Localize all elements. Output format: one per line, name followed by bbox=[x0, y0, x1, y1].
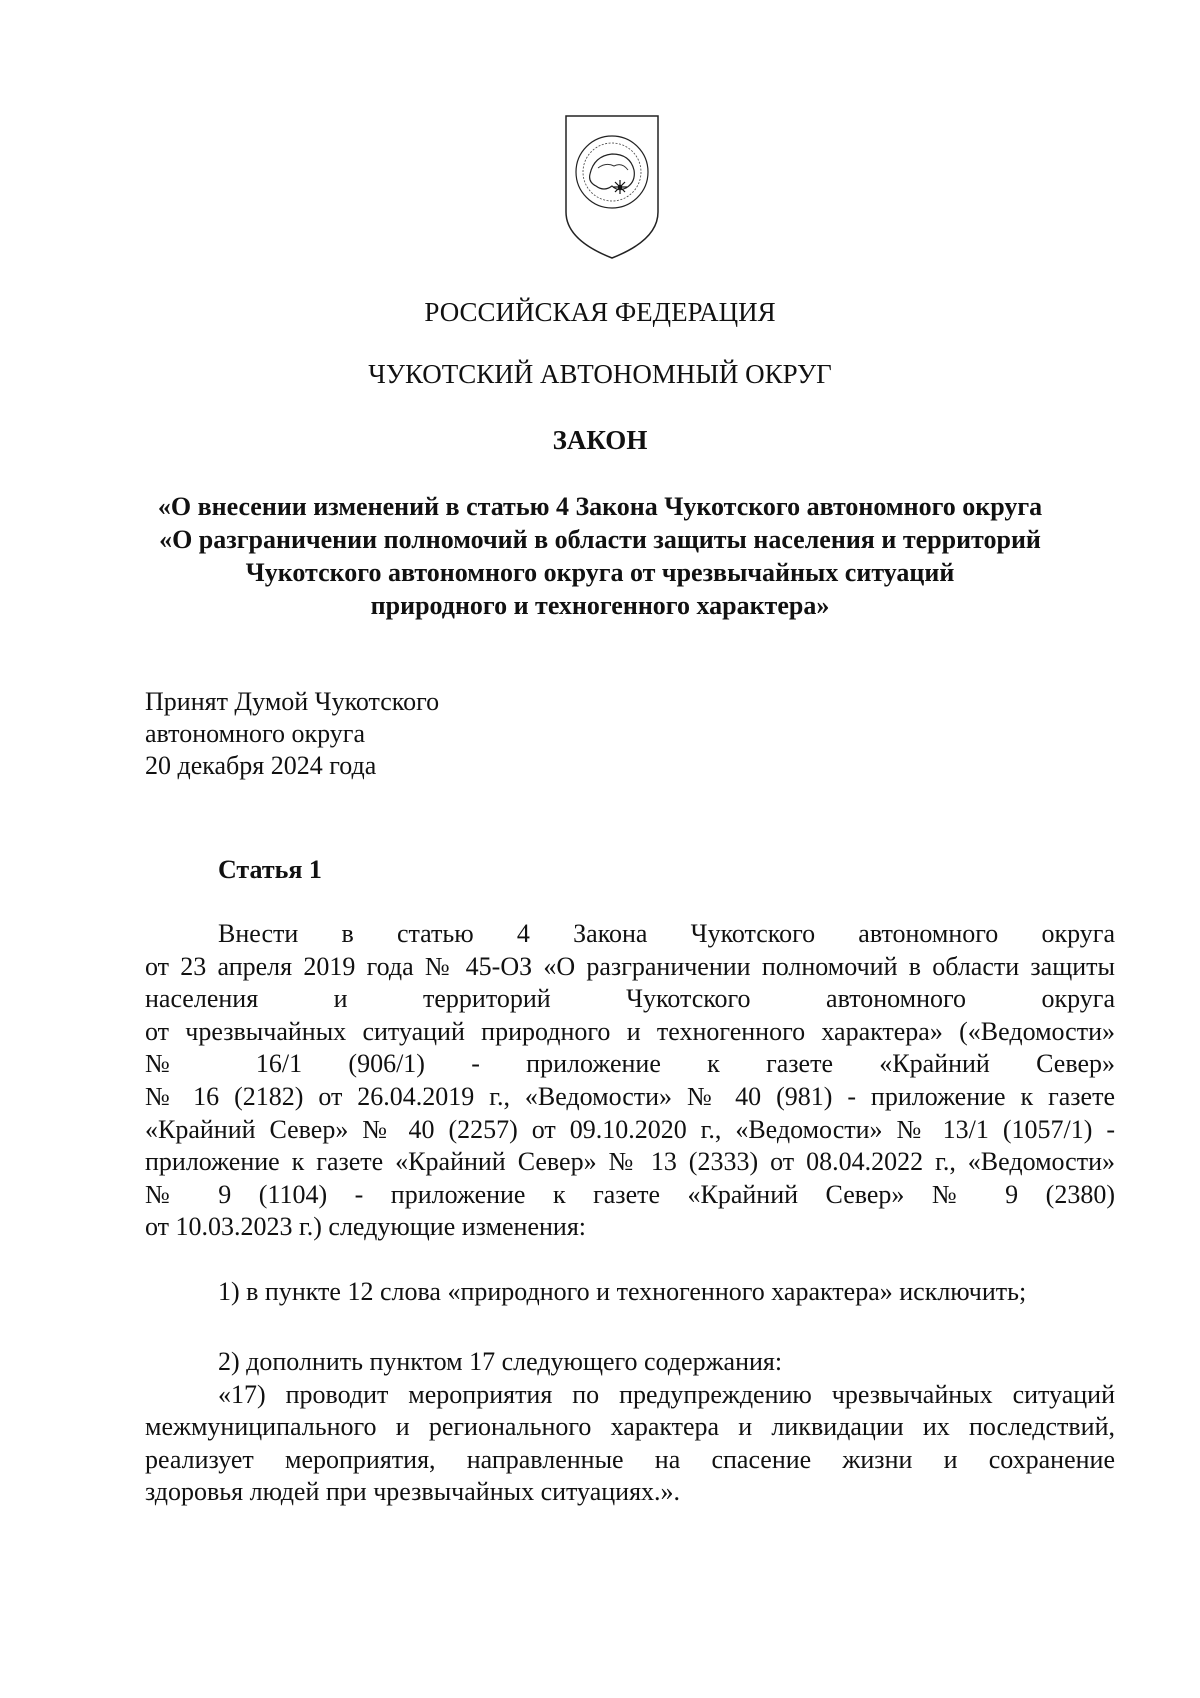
law-title-line: «О внесении изменений в статью 4 Закона Чукотского автономного округа bbox=[157, 492, 1043, 521]
paragraph-line: приложение к газете «Крайний Север» № 13 (2333) от 08.04.2022 г., «Ведомости» bbox=[145, 1147, 1115, 1177]
paragraph-line: от 10.03.2023 г.) следующие изменения: bbox=[145, 1212, 587, 1242]
article-heading: Статья 1 bbox=[218, 855, 322, 884]
paragraph-line: № 16 (2182) от 26.04.2019 г., «Ведомости» № 40 (981) - приложение к газете bbox=[145, 1081, 1115, 1111]
paragraph-line: от чрезвычайных ситуаций природного и техногенного характера» («Ведомости» bbox=[145, 1016, 1115, 1046]
region-heading: ЧУКОТСКИЙ АВТОНОМНЫЙ ОКРУГ bbox=[368, 359, 832, 389]
country-heading: РОССИЙСКАЯ ФЕДЕРАЦИЯ bbox=[424, 297, 776, 327]
document-type-heading: ЗАКОН bbox=[552, 425, 648, 455]
adoption-note bbox=[145, 686, 439, 782]
amendment-item-2-intro: 2) дополнить пунктом 17 следующего содержания: bbox=[218, 1347, 783, 1376]
quoted-clause-line: «17) проводит мероприятия по предупреждению чрезвычайных ситуаций bbox=[218, 1379, 1115, 1409]
amendment-item-2 bbox=[145, 1346, 1115, 1509]
amendment-item-1-text: 1) в пункте 12 слова «природного и техногенного характера» исключить; bbox=[218, 1277, 1027, 1306]
adoption-line: автономного округа bbox=[145, 719, 365, 748]
adoption-date: 20 декабря 2024 года bbox=[145, 751, 377, 780]
quoted-clause-line: здоровья людей при чрезвычайных ситуациях.». bbox=[145, 1477, 681, 1507]
amendment-item-1 bbox=[145, 1276, 1115, 1309]
quoted-clause-line: реализует мероприятия, направленные на спасение жизни и сохранение bbox=[145, 1444, 1115, 1474]
paragraph-line: Внести в статью 4 Закона Чукотского автономного округа bbox=[218, 919, 1115, 948]
law-title-line: «О разграничении полномочий в области защиты населения и территорий bbox=[159, 525, 1041, 554]
law-title-line: природного и техногенного характера» bbox=[370, 591, 830, 620]
quoted-clause-line: межмуниципального и регионального характера и ликвидации их последствий, bbox=[145, 1412, 1115, 1442]
article-main-paragraph bbox=[145, 918, 1115, 1244]
paragraph-line: № 9 (1104) - приложение к газете «Крайний Север» № 9 (2380) bbox=[145, 1179, 1115, 1209]
paragraph-line: «Крайний Север» № 40 (2257) от 09.10.2020 г., «Ведомости» № 13/1 (1057/1) - bbox=[145, 1114, 1115, 1144]
adoption-line: Принят Думой Чукотского bbox=[145, 687, 440, 716]
law-title bbox=[0, 490, 1200, 622]
paragraph-line: населения и территорий Чукотского автономного округа bbox=[145, 984, 1115, 1014]
paragraph-line: № 16/1 (906/1) - приложение к газете «Крайний Север» bbox=[145, 1049, 1115, 1079]
coat-of-arms-emblem bbox=[562, 112, 662, 262]
law-title-line: Чукотского автономного округа от чрезвычайных ситуаций bbox=[245, 558, 955, 587]
paragraph-line: от 23 апреля 2019 года № 45-ОЗ «О разграничении полномочий в области защиты bbox=[145, 951, 1115, 981]
